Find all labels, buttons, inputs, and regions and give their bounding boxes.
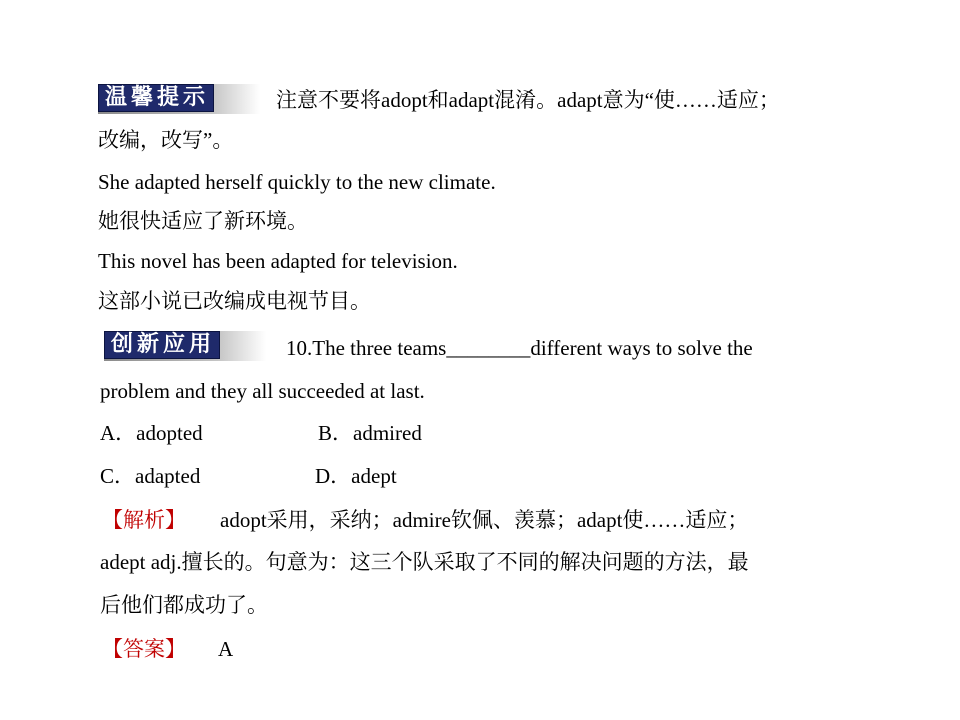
option-c-text: adapted [135, 464, 201, 488]
analysis-line-1: adopt采用，采纳；admire钦佩、羡慕；adapt使……适应； [220, 508, 749, 532]
option-a[interactable] [100, 419, 203, 447]
option-a-text: adopted [136, 421, 203, 445]
tip-example-1-zh: 她很快适应了新环境。 [98, 209, 308, 233]
analysis-line-2: adept adj.擅长的。句意为：这三个队采取了不同的解决问题的方法，最 [100, 550, 749, 574]
analysis-line-3: 后他们都成功了。 [100, 593, 268, 617]
tip-badge-label: 温馨提示 [98, 84, 214, 112]
practice-badge-label: 创新应用 [104, 331, 220, 359]
tip-example-1-en: She adapted herself quickly to the new climate. [98, 170, 496, 194]
tip-line-1: 注意不要将adopt和adapt混淆。adapt意为“使……适应； [276, 88, 780, 112]
question-line-2: problem and they all succeeded at last. [100, 379, 425, 403]
option-d-letter: D． [315, 464, 352, 488]
option-d-text: adept [351, 464, 397, 488]
answer-value: A [218, 637, 234, 661]
option-b-text: admired [353, 421, 422, 445]
option-d[interactable] [315, 462, 397, 490]
question-line-1: 10.The three teams________different ways to solve the [286, 336, 753, 360]
tip-example-2-en: This novel has been adapted for television. [98, 249, 458, 273]
practice-badge [104, 331, 266, 361]
option-a-letter: A． [100, 421, 137, 445]
option-c[interactable] [100, 462, 200, 490]
option-b-letter: B． [318, 421, 354, 445]
analysis-label: 【解析】 [102, 508, 186, 532]
tip-line-2: 改编，改写”。 [98, 128, 234, 152]
tip-badge [98, 84, 260, 114]
answer-label: 【答案】 [102, 637, 186, 661]
tip-example-2-zh: 这部小说已改编成电视节目。 [98, 289, 371, 313]
option-b[interactable] [318, 419, 422, 447]
option-c-letter: C． [100, 464, 136, 488]
